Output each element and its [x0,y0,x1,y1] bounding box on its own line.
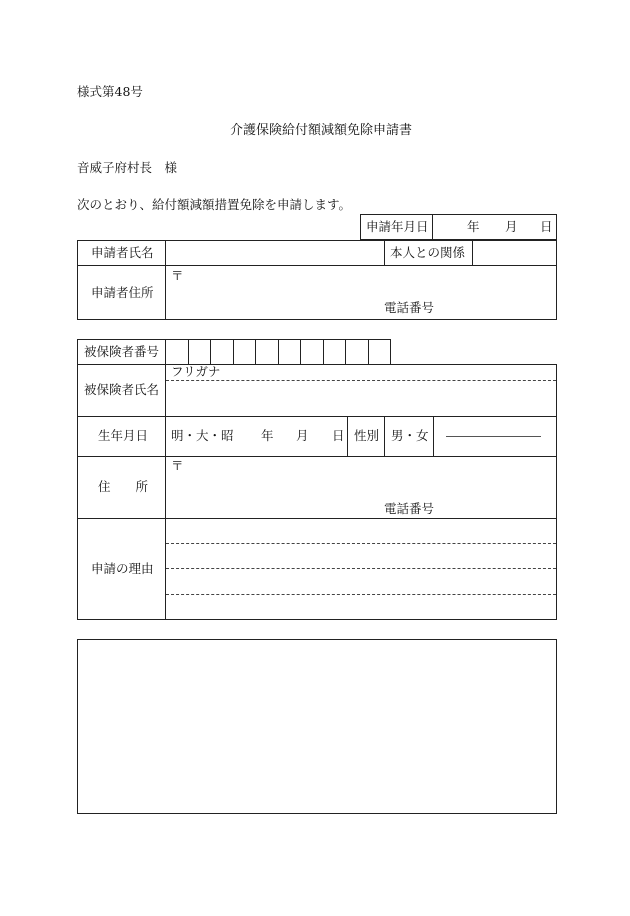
furigana-field[interactable] [230,367,552,379]
insured-number-cell[interactable] [189,340,212,364]
application-month-unit: 月 [505,219,518,234]
sex-options[interactable]: 男・女 [391,428,429,443]
applicant-address-field[interactable] [185,268,553,318]
insured-number-cell[interactable] [346,340,369,364]
reason-field[interactable] [168,521,554,617]
insured-number-cell[interactable] [301,340,324,364]
insured-number-cells[interactable] [166,340,391,364]
insured-number-cell[interactable] [211,340,234,364]
applicant-name-field[interactable] [168,242,380,263]
birth-month-unit: 月 [296,428,309,443]
application-date-field[interactable] [440,216,552,238]
furigana-label: フリガナ [171,364,221,379]
insured-number-cell[interactable] [256,340,279,364]
insured-number-cell[interactable] [234,340,257,364]
applicant-name-label: 申請者氏名 [91,245,154,260]
insured-number-cell[interactable] [166,340,189,364]
form-title: 介護保険給付額減額免除申請書 [230,123,413,138]
form-number: 様式第48号 [77,84,143,99]
birth-date-label: 生年月日 [98,428,149,443]
relation-label: 本人との関係 [390,245,466,260]
insured-address-field[interactable] [185,459,553,515]
insured-name-field[interactable] [168,383,554,414]
insured-number-cell[interactable] [279,340,302,364]
era-options[interactable]: 明・大・昭 [171,428,234,443]
birth-year-unit: 年 [261,428,274,443]
intro-text: 次のとおり、給付額減額措置免除を申請します。 [77,197,352,212]
insured-number-label: 被保険者番号 [84,344,160,359]
application-year-unit: 年 [467,219,480,234]
insured-number-cell[interactable] [324,340,347,364]
insured-postal-mark: 〒 [171,458,184,473]
application-date-label: 申請年月日 [366,219,429,234]
insured-number-cell[interactable] [369,340,392,364]
applicant-postal-mark: 〒 [171,268,184,283]
applicant-address-label: 申請者住所 [91,285,154,300]
insured-phone-label: 電話番号 [384,501,435,516]
age-line [446,436,541,437]
reason-label: 申請の理由 [91,561,154,576]
birth-day-unit: 日 [332,428,345,443]
applicant-phone-label: 電話番号 [384,300,435,315]
application-day-unit: 日 [540,219,553,234]
relation-field[interactable] [475,242,554,263]
office-use-box [77,639,557,814]
sex-label: 性別 [354,428,380,443]
insured-address-label: 住 所 [98,479,149,494]
insured-name-label: 被保険者氏名 [84,382,160,397]
addressee: 音威子府村長 様 [77,160,178,175]
